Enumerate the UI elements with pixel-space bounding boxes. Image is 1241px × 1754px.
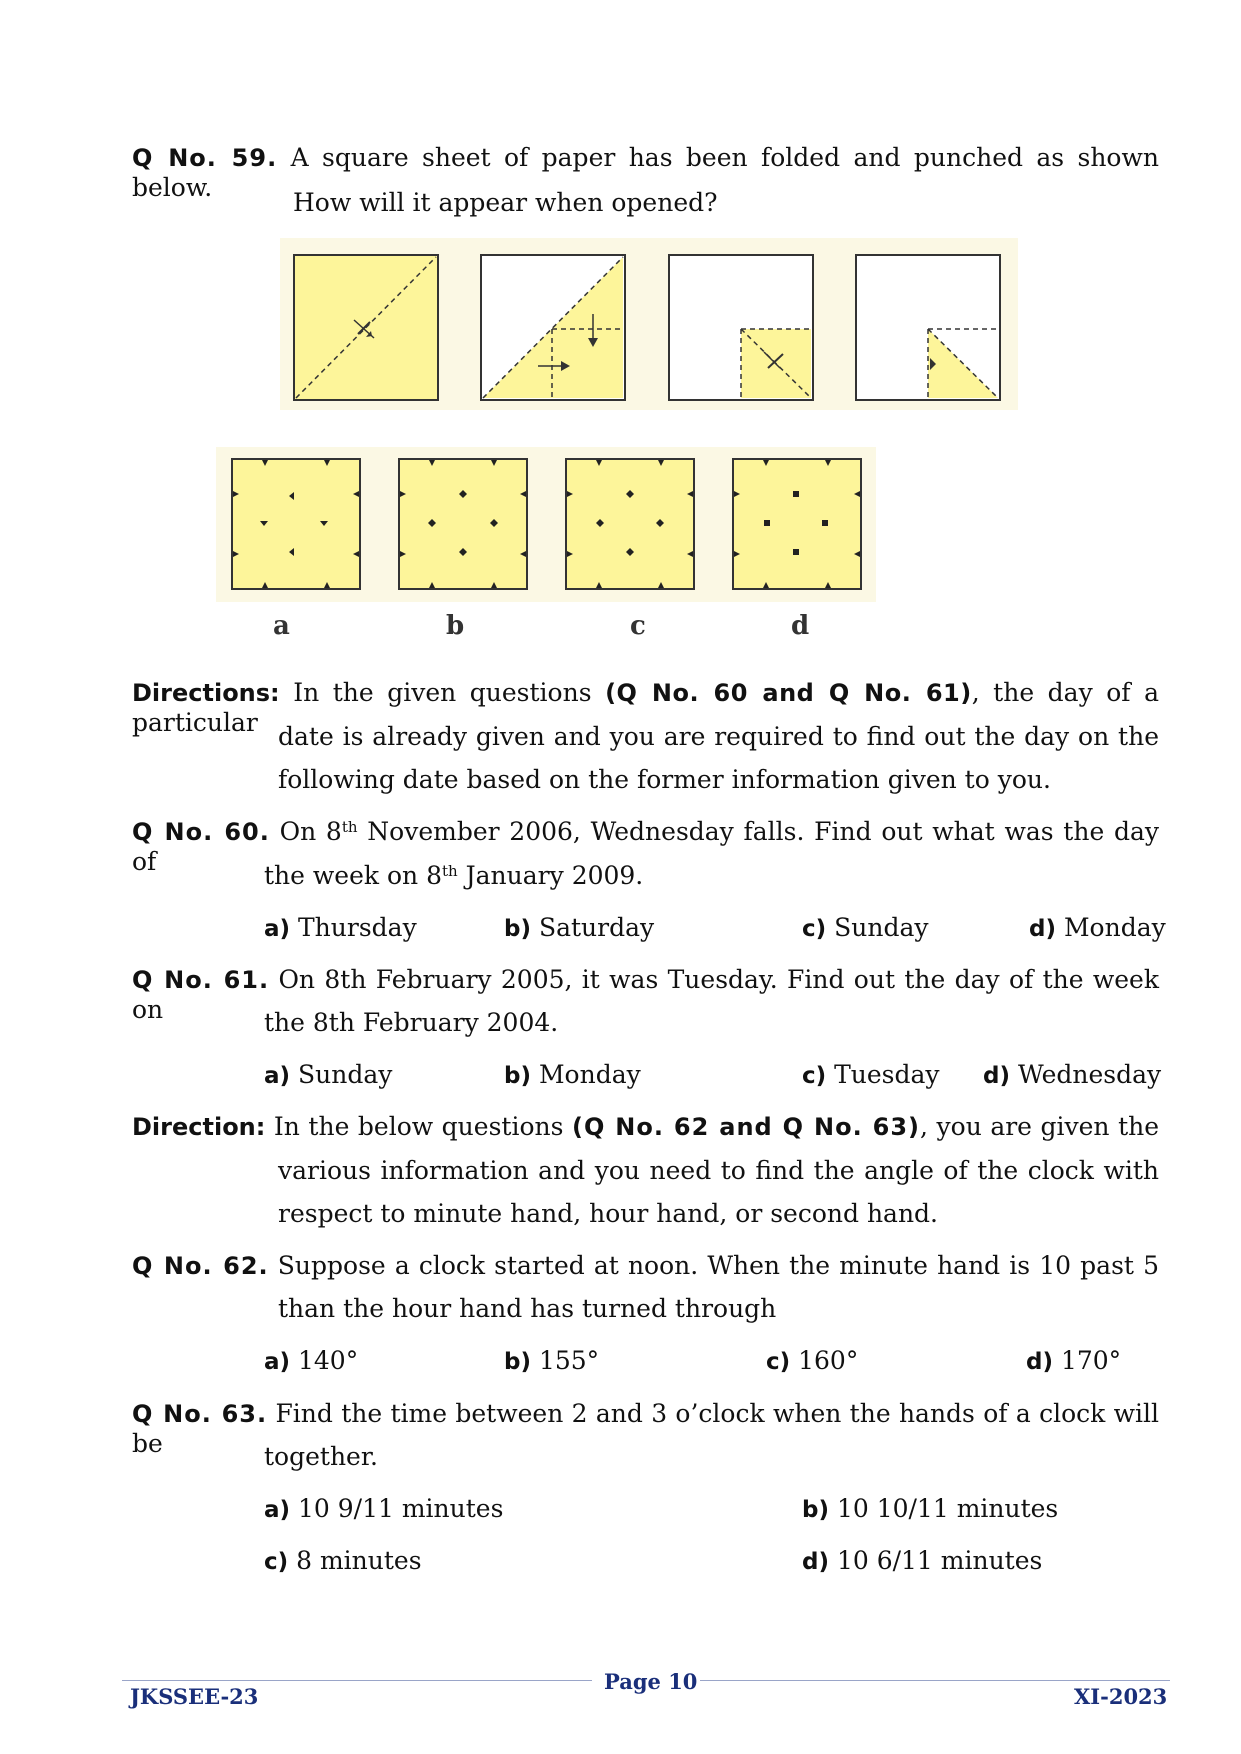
option-a-square (232, 459, 360, 589)
footer-right: XI-2023 (1074, 1684, 1168, 1709)
directions1-ref: (Q No. 60 and Q No. 61) (605, 679, 972, 707)
q63-text: Find the time between 2 and 3 o’clock when the hands of a clock will be (132, 1399, 1160, 1458)
option-d-square (733, 459, 861, 589)
q63-option-c: c) 8 minutes (264, 1546, 422, 1575)
directions2-pre: In the below questions (273, 1112, 564, 1141)
fold-step-1 (294, 255, 438, 400)
q60-line2-b: January 2009. (457, 861, 644, 890)
directions2-line1 (132, 1112, 1159, 1142)
page-number: Page 10 (604, 1669, 698, 1694)
q62-option-b: b) 155° (504, 1346, 600, 1375)
q63-line2: together. (264, 1442, 378, 1471)
directions2-ref: (Q No. 62 and Q No. 63) (571, 1113, 921, 1141)
q61-option-d: d) Wednesday (983, 1060, 1162, 1089)
q62-option-c: c) 160° (766, 1346, 859, 1375)
directions1-label: Directions: (132, 679, 280, 707)
fold-step-3 (669, 255, 813, 400)
q63-option-d: d) 10 6/11 minutes (802, 1546, 1043, 1575)
q62-line1 (132, 1251, 1159, 1281)
q60-option-b: b) Saturday (504, 913, 655, 942)
q62-text: Suppose a clock started at noon. When the minute hand is 10 past 5 (277, 1251, 1159, 1280)
directions1-pre: In the given questions (293, 678, 592, 707)
directions2-line3: respect to minute hand, hour hand, or second hand. (278, 1199, 938, 1228)
footer-left: JKSSEE-23 (130, 1684, 259, 1709)
answer-options-figure (216, 447, 876, 602)
q60-sup-1: th (341, 818, 358, 836)
option-c-square (566, 459, 694, 589)
q59-text: A square sheet of paper has been folded and punched as shown below. (132, 143, 1159, 202)
q62-option-a: a) 140° (264, 1346, 359, 1375)
q60-text-a: On 8 (279, 817, 342, 846)
fold-steps-figure (280, 238, 1018, 410)
q62-option-d: d) 170° (1026, 1346, 1122, 1375)
directions2-line2: various information and you need to find the angle of the clock with (278, 1156, 1159, 1185)
fold-step-2 (481, 255, 625, 400)
figure-label-b: b (446, 611, 465, 641)
directions2-post: , you are given the (920, 1112, 1160, 1141)
figure-label-d: d (791, 611, 810, 641)
q61-option-b: b) Monday (504, 1060, 641, 1089)
q60-text-b: November 2006, Wednesday falls. Find out what was the day of (132, 817, 1159, 876)
q62-number: Q No. 62. (132, 1252, 269, 1280)
directions1-post: , the day of a particular (132, 678, 1159, 737)
footer-rule-right (700, 1680, 1170, 1681)
directions2-label: Direction: (132, 1113, 266, 1141)
q60-sup-2: th (441, 862, 458, 880)
directions1-line3: following date based on the former information given to you. (278, 765, 1051, 794)
q63-option-b: b) 10 10/11 minutes (802, 1494, 1059, 1523)
q63-number: Q No. 63. (132, 1400, 268, 1428)
q60-line2-a: the week on 8 (264, 861, 442, 890)
figure-label-c: c (630, 611, 646, 641)
q61-option-c: c) Tuesday (802, 1060, 940, 1089)
q60-number: Q No. 60. (132, 818, 270, 846)
q62-line2: than the hour hand has turned through (278, 1294, 777, 1323)
q60-option-d: d) Monday (1029, 913, 1166, 942)
option-b-square (399, 459, 527, 589)
q61-option-a: a) Sunday (264, 1060, 393, 1089)
q59-number: Q No. 59. (132, 144, 278, 172)
q60-line2 (264, 861, 643, 891)
figure-label-a: a (273, 611, 290, 641)
q63-option-a: a) 10 9/11 minutes (264, 1494, 504, 1523)
q61-line2: the 8th February 2004. (264, 1008, 559, 1037)
footer-rule-left (122, 1680, 592, 1681)
q61-number: Q No. 61. (132, 966, 270, 994)
fold-step-4 (856, 255, 1000, 400)
q60-option-c: c) Sunday (802, 913, 929, 942)
q59-line2: How will it appear when opened? (293, 188, 718, 217)
q61-text: On 8th February 2005, it was Tuesday. Find out the day of the week on (132, 965, 1159, 1024)
directions1-line2: date is already given and you are required to find out the day on the (278, 722, 1159, 751)
q60-option-a: a) Thursday (264, 913, 417, 942)
